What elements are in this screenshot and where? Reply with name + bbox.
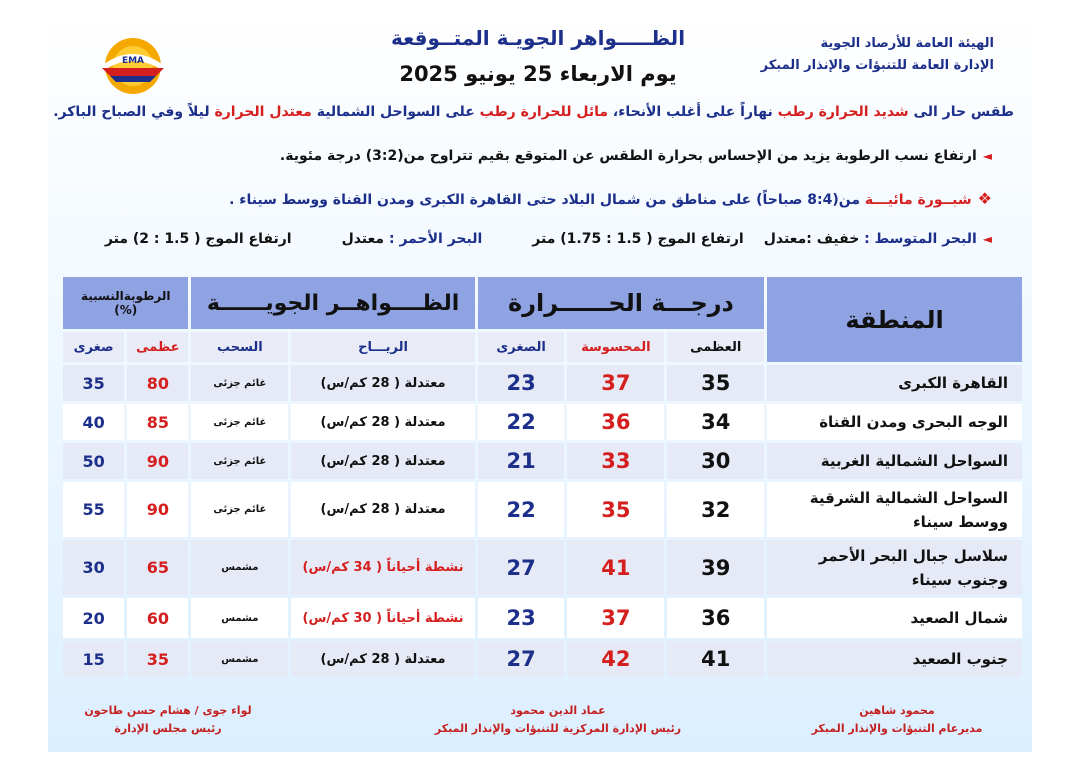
org-department: الإدارة العامة للتنبؤات والإنذار المبكر <box>760 58 994 73</box>
rh-max: 60 <box>127 598 188 638</box>
rh-max: 65 <box>127 540 188 595</box>
signature-name: لواء جوى / هشام حسن طاحون <box>84 704 252 717</box>
header-humidity-unit: (%) <box>114 303 138 317</box>
feels-temp: 37 <box>567 598 664 638</box>
forecast-date: يوم الاربعاء 25 يونيو 2025 <box>399 62 677 86</box>
table-row <box>63 598 1022 638</box>
feels-temp: 35 <box>567 482 664 537</box>
clouds: مشمس <box>191 598 288 638</box>
feels-temp: 36 <box>567 404 664 440</box>
header-feels: المحسوسة <box>567 332 664 362</box>
region-name: سلاسل جبال البحر الأحمر وجنوب سيناء <box>767 540 1022 595</box>
clouds: غائم جزئى <box>191 404 288 440</box>
summary-part: نهاراً على أغلب الأنحاء، <box>608 104 778 120</box>
signature-left <box>68 702 268 738</box>
signature-right <box>792 702 1002 738</box>
region-name: السواحل الشمالية الشرقية ووسط سيناء <box>767 482 1022 537</box>
region-name: القاهرة الكبرى <box>767 365 1022 401</box>
wind: معتدلة ( 28 كم/س) <box>291 365 475 401</box>
min-temp: 27 <box>478 641 565 677</box>
rh-max: 85 <box>127 404 188 440</box>
triangle-bullet-icon: ◄ <box>982 232 992 246</box>
table-row <box>63 365 1022 401</box>
signature-title: رئيس الإدارة المركزية للتنبؤات والإنذار المبكر <box>434 722 682 735</box>
fog-label: شبــورة مائيـــة <box>864 192 972 208</box>
header-min: الصغرى <box>478 332 565 362</box>
min-temp: 27 <box>478 540 565 595</box>
header-clouds: السحب <box>191 332 288 362</box>
signature-middle <box>428 702 688 738</box>
region-name: الوجه البحرى ومدن القناة <box>767 404 1022 440</box>
rh-min: 55 <box>63 482 124 537</box>
header-rh-max: عظمى <box>127 332 188 362</box>
summary-part: ليلاً وفي الصباح الباكر. <box>53 104 215 120</box>
signature-title: مديرعام التنبؤات والإنذار المبكر <box>811 722 983 735</box>
fog-text: من(8:4 صباحاً) على مناطق من شمال البلاد حتى القاهرة الكبرى ومدن القناة ووسط سيناء . <box>229 192 865 208</box>
rh-max: 80 <box>127 365 188 401</box>
header-wind: الريـــاح <box>291 332 475 362</box>
table-row <box>63 540 1022 595</box>
max-temp: 32 <box>667 482 764 537</box>
sea-note <box>105 231 992 247</box>
ema-logo <box>96 30 170 98</box>
feels-temp: 41 <box>567 540 664 595</box>
red-sea-label: البحر الأحمر : <box>388 231 483 247</box>
max-temp: 35 <box>667 365 764 401</box>
header-humidity <box>63 277 188 329</box>
clouds: غائم جزئى <box>191 365 288 401</box>
signature-title: رئيس مجلس الإدارة <box>114 722 222 735</box>
wind: نشطة أحياناً ( 30 كم/س) <box>291 598 475 638</box>
header-max: العظمى <box>667 332 764 362</box>
header-humidity-label: الرطوبةالنسبية <box>80 289 171 303</box>
wind: معتدلة ( 28 كم/س) <box>291 641 475 677</box>
diamond-bullet-icon: ❖ <box>977 189 992 208</box>
clouds: مشمس <box>191 641 288 677</box>
weather-summary <box>53 104 1014 120</box>
signature-name: محمود شاهين <box>859 704 935 717</box>
triangle-bullet-icon: ◄ <box>982 149 992 163</box>
feels-temp: 33 <box>567 443 664 479</box>
region-name: شمال الصعيد <box>767 598 1022 638</box>
summary-part: على السواحل الشمالية <box>311 104 480 120</box>
forecast-table <box>60 274 1025 680</box>
wind: معتدلة ( 28 كم/س) <box>291 443 475 479</box>
header-rh-min: صغرى <box>63 332 124 362</box>
forecast-sheet <box>48 12 1032 752</box>
wind: نشطة أحياناً ( 34 كم/س) <box>291 540 475 595</box>
org-name: الهيئة العامة للأرصاد الجوية <box>820 36 994 51</box>
signature-name: عماد الدين محمود <box>510 704 606 717</box>
rh-min: 30 <box>63 540 124 595</box>
region-name: جنوب الصعيد <box>767 641 1022 677</box>
summary-part: طقس حار الى <box>908 104 1014 120</box>
med-sea-wave: ارتفاع الموج ( 1.5 : 1.75) متر <box>532 231 744 247</box>
summary-highlight: شديد الحرارة رطب <box>777 104 909 120</box>
rh-max: 90 <box>127 443 188 479</box>
fog-note <box>229 189 992 208</box>
table-row <box>63 641 1022 677</box>
max-temp: 36 <box>667 598 764 638</box>
rh-min: 35 <box>63 365 124 401</box>
region-name: السواحل الشمالية الغربية <box>767 443 1022 479</box>
table-row <box>63 443 1022 479</box>
wind: معتدلة ( 28 كم/س) <box>291 404 475 440</box>
min-temp: 21 <box>478 443 565 479</box>
wind: معتدلة ( 28 كم/س) <box>291 482 475 537</box>
humidity-note <box>280 148 992 164</box>
summary-highlight: معتدل الحرارة <box>214 104 312 120</box>
min-temp: 22 <box>478 404 565 440</box>
clouds: غائم جزئى <box>191 482 288 537</box>
max-temp: 30 <box>667 443 764 479</box>
med-sea-text: خفيف :معتدل <box>763 231 865 247</box>
feels-temp: 37 <box>567 365 664 401</box>
feels-temp: 42 <box>567 641 664 677</box>
med-sea-label: البحر المتوسط : <box>864 231 977 247</box>
humidity-note-text: ارتفاع نسب الرطوبة يزيد من الإحساس بحرارة الطقس عن المتوقع بقيم تتراوح من(3:2) درجة مئوية. <box>279 148 977 164</box>
header-temperature: درجـــة الحــــــرارة <box>478 277 764 329</box>
rh-max: 35 <box>127 641 188 677</box>
max-temp: 41 <box>667 641 764 677</box>
clouds: مشمس <box>191 540 288 595</box>
page-title: الظـــــواهر الجويـة المتــوقعة <box>390 26 686 50</box>
rh-max: 90 <box>127 482 188 537</box>
header-weather: الظــــواهــر الجويــــــة <box>191 277 474 329</box>
rh-min: 20 <box>63 598 124 638</box>
min-temp: 22 <box>478 482 565 537</box>
table-row <box>63 404 1022 440</box>
max-temp: 39 <box>667 540 764 595</box>
table-row <box>63 482 1022 537</box>
red-sea-wave: ارتفاع الموج ( 1.5 : 2) متر <box>104 231 292 247</box>
summary-highlight: مائل للحرارة رطب <box>479 104 609 120</box>
max-temp: 34 <box>667 404 764 440</box>
red-sea-text: معتدل <box>341 231 389 247</box>
clouds: غائم جزئى <box>191 443 288 479</box>
rh-min: 40 <box>63 404 124 440</box>
header-region: المنطقة <box>767 277 1022 362</box>
rh-min: 15 <box>63 641 124 677</box>
min-temp: 23 <box>478 365 565 401</box>
min-temp: 23 <box>478 598 565 638</box>
logo-text: EMA <box>121 56 145 66</box>
rh-min: 50 <box>63 443 124 479</box>
